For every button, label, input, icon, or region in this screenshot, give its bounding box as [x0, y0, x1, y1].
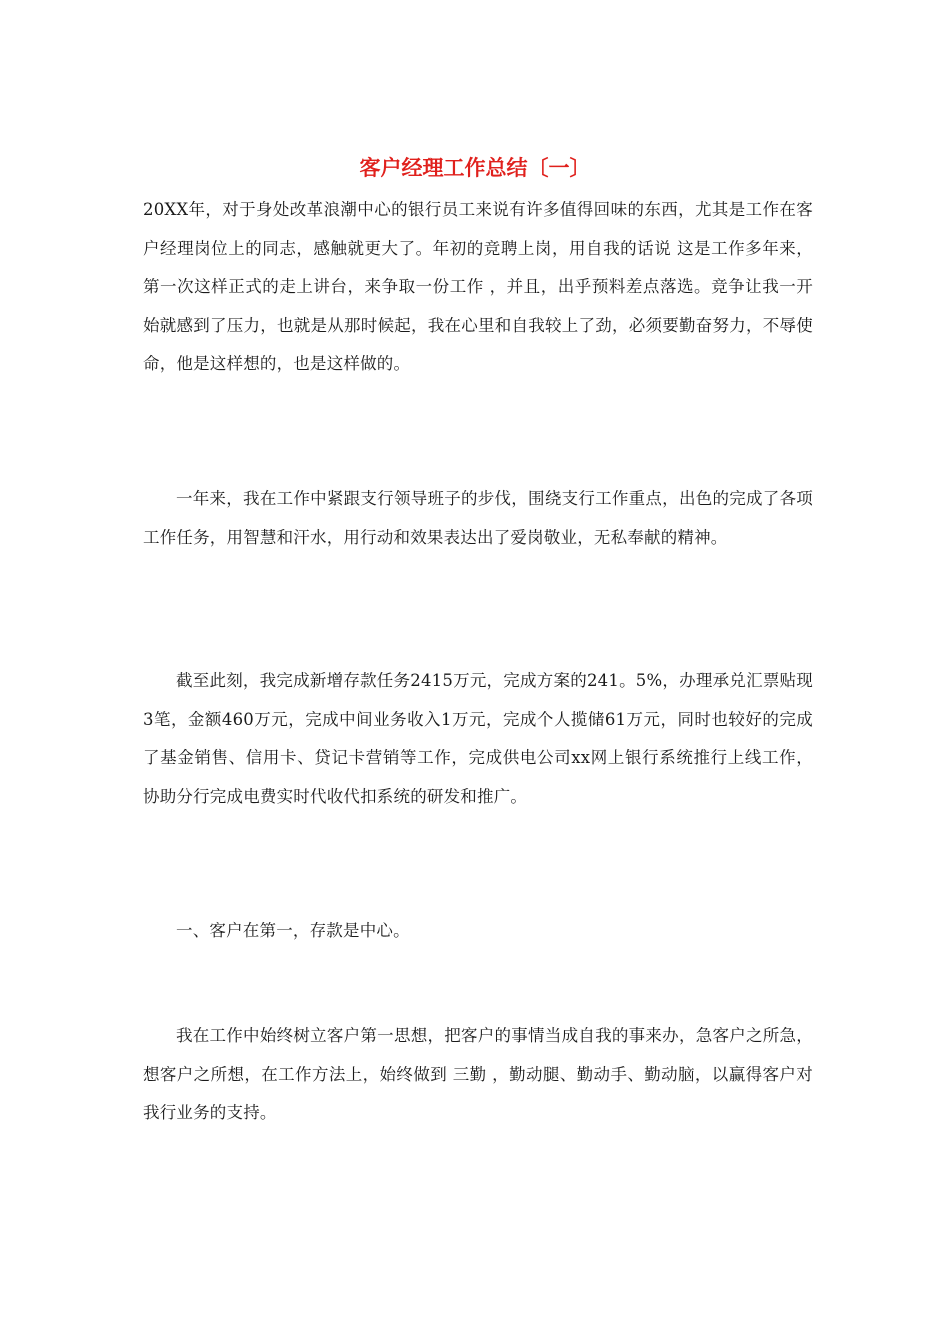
paragraph-year-summary: 一年来，我在工作中紧跟支行领导班子的步伐，围绕支行工作重点，出色的完成了各项工作任务，用智慧和汗水，用行动和效果表达出了爱岗敬业，无私奉献的精神。: [143, 489, 813, 547]
paragraph-intro: 20XX年，对于身处改革浪潮中心的银行员工来说有许多值得回味的东西，尤其是工作在客户经理岗位上的同志，感触就更大了。年初的竞聘上岗，用自我的话说 这是工作多年来，第一次这样正式的走上讲台，来争取一份工作 ，并且，出乎预料差点落选。竞争让我一开始就感到了压力，也就是从那时候起，我在心里和自我较上了劲，必须要勤奋努力，不辱使命，他是这样想的，也是这样做的。: [143, 200, 813, 373]
paragraph-achievements: 截至此刻，我完成新增存款任务2415万元，完成方案的241。5%，办理承兑汇票贴现3笔，金额460万元，完成中间业务收入1万元，完成个人揽储61万元，同时也较好的完成了基金销售、信用卡、贷记卡营销等工作，完成供电公司xx网上银行系统推行上线工作，协助分行完成电费实时代收代扣系统的研发和推广。: [143, 671, 813, 806]
document-title: 客户经理工作总结〔一〕: [359, 155, 591, 180]
paragraph-customer-first: 我在工作中始终树立客户第一思想，把客户的事情当成自我的事来办，急客户之所急，想客户之所想，在工作方法上，始终做到 三勤 ，勤动腿、勤动手、勤动脑，以赢得客户对我行业务的支持。: [143, 1026, 813, 1122]
section-heading-customer-first: 一、客户在第一，存款是中心。: [176, 921, 410, 940]
